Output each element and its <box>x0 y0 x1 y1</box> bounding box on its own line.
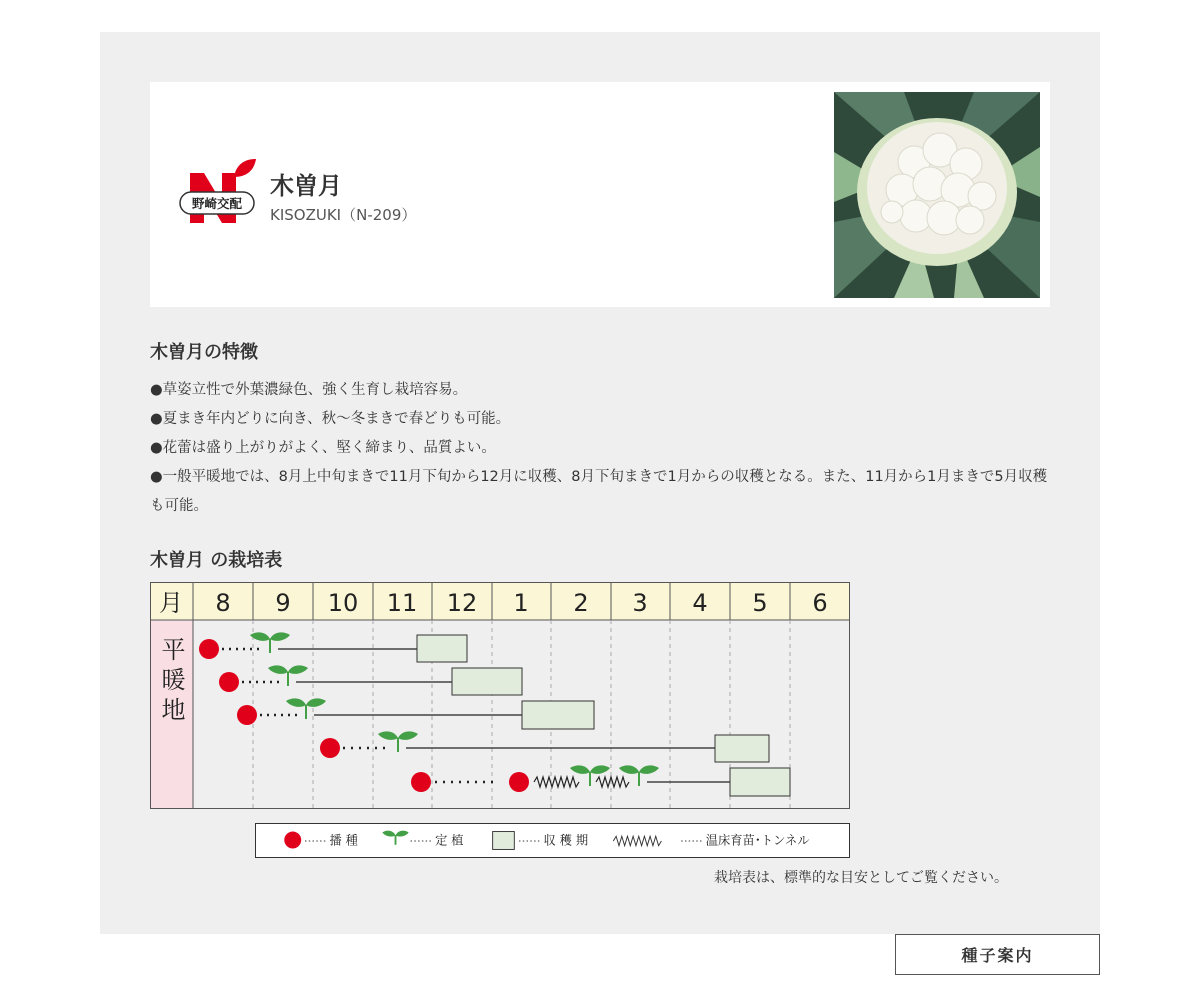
feature-item: ●草姿立性で外葉濃緑色、強く生育し栽培容易。 <box>150 382 468 398</box>
month-10: 10 <box>327 589 359 617</box>
sowing-marker <box>237 705 257 725</box>
legend-nursery-label: 温床育苗･トンネル <box>705 833 810 848</box>
schedule-row <box>237 698 594 729</box>
schedule-row <box>411 765 790 796</box>
harvest-period <box>452 668 522 695</box>
features-list <box>150 376 1050 521</box>
planting-icon <box>382 831 408 845</box>
legend-planting-label: 定 植 <box>435 833 464 848</box>
logo-text: 野崎交配 <box>191 196 243 211</box>
feature-item: ●花蕾は盛り上がりがよく、堅く締まり、品質よい。 <box>150 440 496 456</box>
month-label: 月 <box>159 589 183 617</box>
region-label: 平暖地 <box>157 637 185 727</box>
variety-name: 木曽月 <box>270 172 342 200</box>
sowing-marker <box>320 738 340 758</box>
schedule-row <box>320 731 769 762</box>
variety-code: KISOZUKI（N-209） <box>270 206 417 224</box>
schedule-row <box>219 665 522 695</box>
month-6: 6 <box>812 589 828 617</box>
schedule-legend <box>255 823 850 858</box>
month-5: 5 <box>752 589 768 617</box>
month-11: 11 <box>386 589 418 617</box>
month-9: 9 <box>275 589 291 617</box>
cultivation-schedule-chart <box>150 582 850 809</box>
harvest-period <box>417 635 467 662</box>
schedule-title: 木曽月 の栽培表 <box>150 550 283 571</box>
sowing-marker <box>509 772 529 792</box>
feature-item: ●夏まき年内どりに向き、秋～冬まきで春どりも可能。 <box>150 411 511 427</box>
legend-sowing-label: 播 種 <box>329 833 358 848</box>
nursery-icon <box>613 836 661 845</box>
month-12: 12 <box>446 589 478 617</box>
harvest-period <box>730 768 790 796</box>
harvest-icon <box>493 832 515 850</box>
schedule-row <box>199 632 467 662</box>
harvest-period <box>715 735 769 762</box>
feature-item: ●一般平暖地では、8月上中旬まきで11月下旬から12月に収穫、8月下旬まきで1月からの収穫となる。また、11月から1月まきで5月収穫も可能。 <box>150 469 1048 514</box>
sowing-marker <box>199 639 219 659</box>
nursery-marker <box>596 777 629 787</box>
nursery-marker <box>534 777 579 787</box>
legend-harvest-label: 収 穫 期 <box>543 833 589 848</box>
month-1: 1 <box>513 589 529 617</box>
month-3: 3 <box>632 589 648 617</box>
sowing-marker <box>411 772 431 792</box>
harvest-period <box>522 701 594 729</box>
seed-guide-button[interactable]: 種子案内 <box>895 934 1100 975</box>
sowing-marker <box>219 672 239 692</box>
features-title: 木曽月の特徴 <box>150 342 258 363</box>
sowing-icon <box>284 832 301 849</box>
month-4: 4 <box>692 589 708 617</box>
schedule-note: 栽培表は、標準的な目安としてご覧ください。 <box>714 870 1008 886</box>
cauliflower-photo <box>834 92 1040 298</box>
month-2: 2 <box>573 589 589 617</box>
nozaki-logo <box>178 155 258 235</box>
month-header-row <box>150 582 850 620</box>
month-8: 8 <box>215 589 231 617</box>
